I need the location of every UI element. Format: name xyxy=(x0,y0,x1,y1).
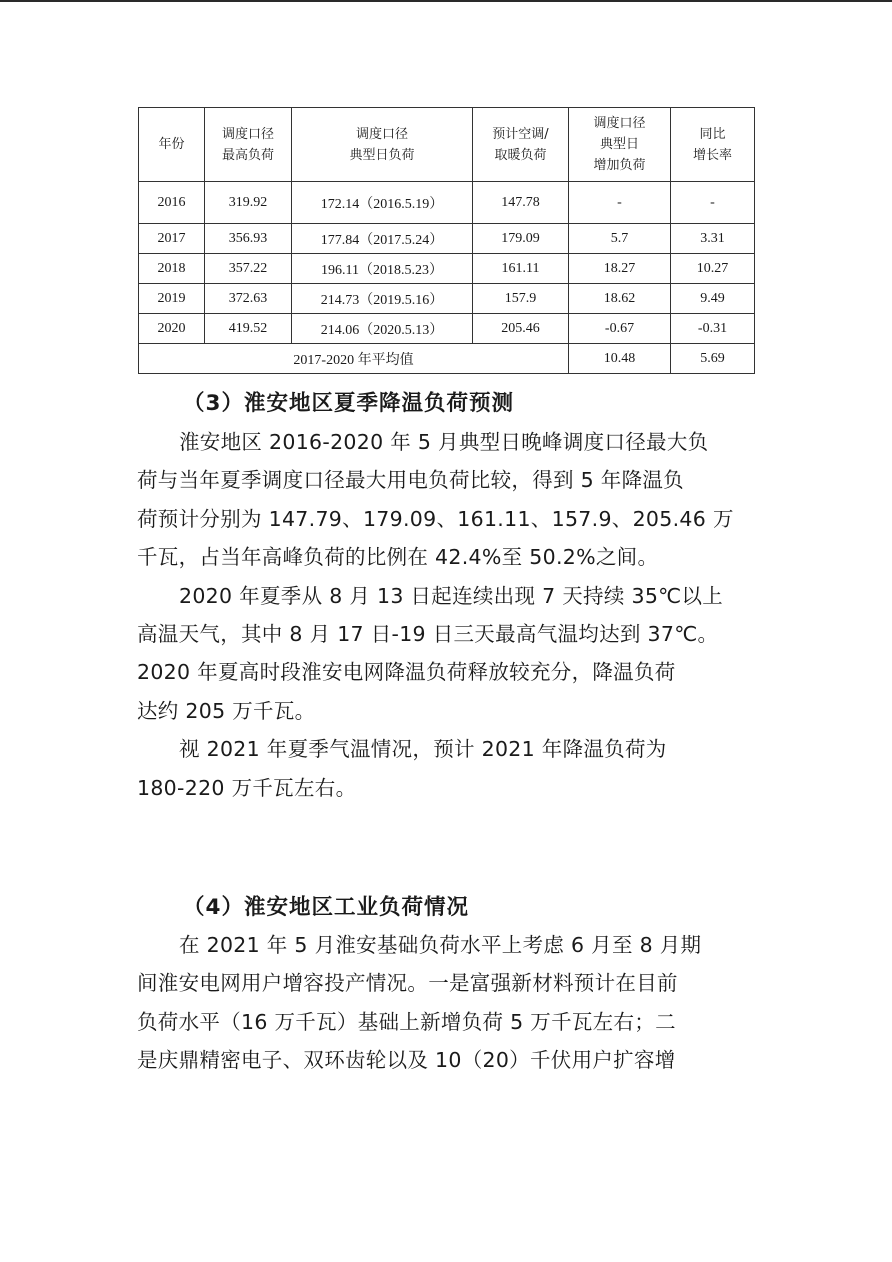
cell: 5.7 xyxy=(569,224,671,254)
text-line: 视 2021 年夏季气温情况，预计 2021 年降温负荷为 xyxy=(179,737,667,762)
load-data-table xyxy=(138,107,755,374)
text-line: 间淮安电网用户增容投产情况。一是富强新材料预计在目前 xyxy=(137,971,678,996)
header-ac-load: 预计空调/ 取暖负荷 xyxy=(473,108,569,182)
cell: - xyxy=(671,182,755,224)
cell: 214.06（2020.5.13） xyxy=(292,314,473,344)
page-top-edge xyxy=(0,0,892,2)
paragraph xyxy=(137,730,752,807)
cell: 18.27 xyxy=(569,254,671,284)
table-average-row xyxy=(139,344,755,374)
cell: - xyxy=(569,182,671,224)
paragraph xyxy=(137,577,752,731)
text-line: 在 2021 年 5 月淮安基础负荷水平上考虑 6 月至 8 月期 xyxy=(179,933,702,957)
cell: 419.52 xyxy=(205,314,292,344)
section-3-body xyxy=(137,423,752,807)
paragraph xyxy=(137,926,752,1080)
text-line: 是庆鼎精密电子、双环齿轮以及 10（20）千伏用户扩容增 xyxy=(137,1048,676,1073)
text-line: 2020 年夏季从 8 月 13 日起连续出现 7 天持续 35℃以上 xyxy=(179,583,724,608)
average-label: 2017-2020 年平均值 xyxy=(139,344,569,374)
cell: -0.31 xyxy=(671,314,755,344)
paragraph xyxy=(137,423,752,577)
cell: 2017 xyxy=(139,224,205,254)
text-line: 荷与当年夏季调度口径最大用电负荷比较，得到 5 年降温负 xyxy=(137,468,684,493)
text-line: 淮安地区 2016-2020 年 5 月典型日晚峰调度口径最大负 xyxy=(179,430,709,454)
header-typical-day-load: 调度口径 典型日负荷 xyxy=(292,108,473,182)
cell: 2016 xyxy=(139,182,205,224)
cell: 2018 xyxy=(139,254,205,284)
header-max-load: 调度口径 最高负荷 xyxy=(205,108,292,182)
section-4-body xyxy=(137,926,752,1080)
cell: 18.62 xyxy=(569,284,671,314)
text-line: 高温天气，其中 8 月 17 日-19 日三天最高气温均达到 37℃。 xyxy=(137,622,719,647)
text-line: 荷预计分别为 147.79、179.09、161.11、157.9、205.46 万 xyxy=(137,506,734,531)
table-row xyxy=(139,224,755,254)
text-line: 负荷水平（16 万千瓦）基础上新增负荷 5 万千瓦左右；二 xyxy=(137,1009,676,1034)
table-row xyxy=(139,182,755,224)
table-row xyxy=(139,254,755,284)
cell: 2020 xyxy=(139,314,205,344)
cell: -0.67 xyxy=(569,314,671,344)
cell: 319.92 xyxy=(205,182,292,224)
cell: 3.31 xyxy=(671,224,755,254)
cell: 2019 xyxy=(139,284,205,314)
cell: 172.14（2016.5.19） xyxy=(292,182,473,224)
cell: 357.22 xyxy=(205,254,292,284)
table-header-row xyxy=(139,108,755,182)
average-increase: 10.48 xyxy=(569,344,671,374)
text-line: 千瓦，占当年高峰负荷的比例在 42.4%至 50.2%之间。 xyxy=(137,545,659,570)
cell: 214.73（2019.5.16） xyxy=(292,284,473,314)
section-3-heading: （3）淮安地区夏季降温负荷预测 xyxy=(183,391,514,416)
table-row xyxy=(139,314,755,344)
cell: 10.27 xyxy=(671,254,755,284)
section-4-heading: （4）淮安地区工业负荷情况 xyxy=(183,895,469,920)
cell: 196.11（2018.5.23） xyxy=(292,254,473,284)
average-growth: 5.69 xyxy=(671,344,755,374)
cell: 372.63 xyxy=(205,284,292,314)
cell: 179.09 xyxy=(473,224,569,254)
text-line: 180-220 万千瓦左右。 xyxy=(137,775,357,800)
cell: 9.49 xyxy=(671,284,755,314)
cell: 205.46 xyxy=(473,314,569,344)
cell: 177.84（2017.5.24） xyxy=(292,224,473,254)
cell: 161.11 xyxy=(473,254,569,284)
cell: 157.9 xyxy=(473,284,569,314)
text-line: 2020 年夏高时段淮安电网降温负荷释放较充分，降温负荷 xyxy=(137,660,676,685)
header-year: 年份 xyxy=(139,108,205,182)
header-growth-rate: 同比 增长率 xyxy=(671,108,755,182)
cell: 356.93 xyxy=(205,224,292,254)
cell: 147.78 xyxy=(473,182,569,224)
header-increase-load: 调度口径 典型日 增加负荷 xyxy=(569,108,671,182)
table-row xyxy=(139,284,755,314)
text-line: 达约 205 万千瓦。 xyxy=(137,698,316,723)
